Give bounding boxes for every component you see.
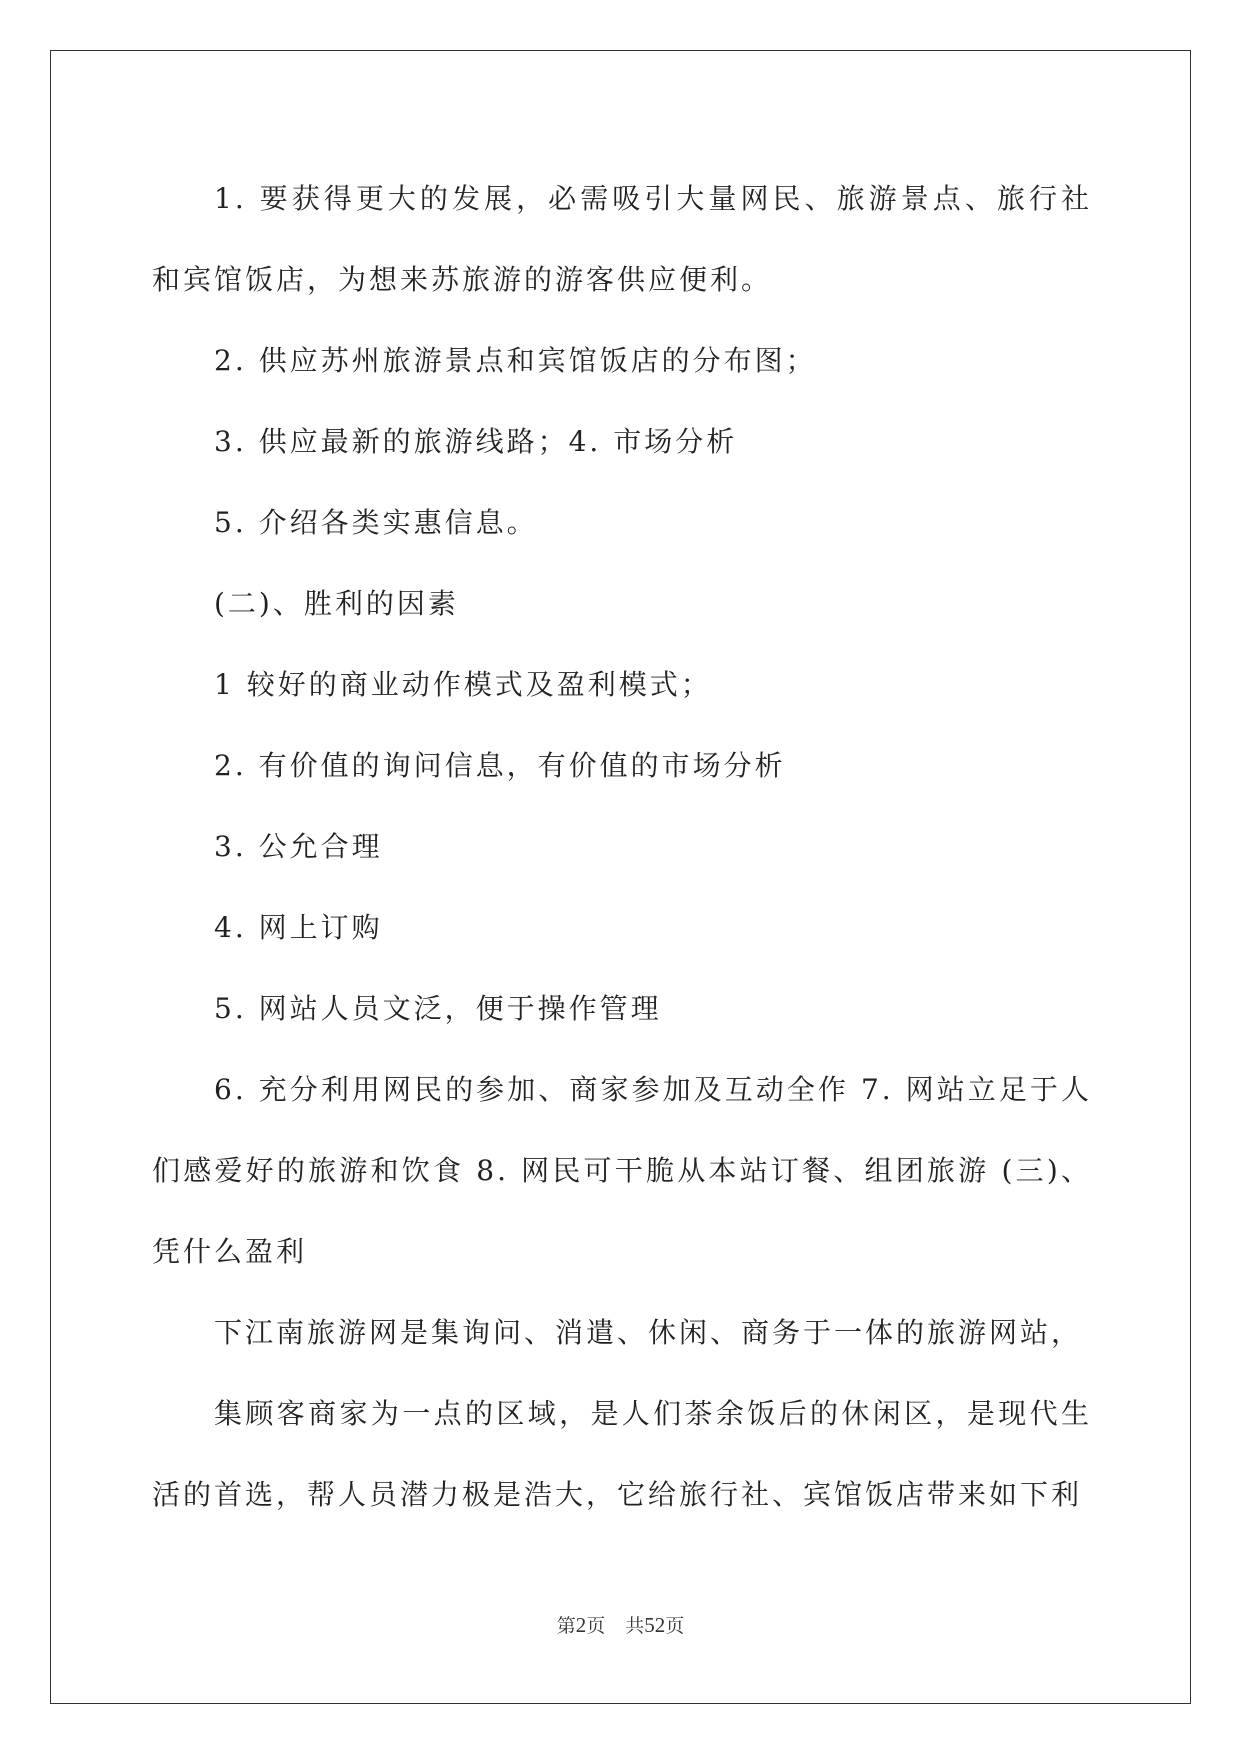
page-suffix: 页 — [586, 1615, 606, 1637]
paragraph-12: 集顾客商家为一点的区域，是人们茶余饭后的休闲区，是现代生活的首选，帮人员潜力极是浩大，它给旅行社、宾馆饭店带来如下利 — [152, 1397, 1092, 1511]
paragraph-3: 3. 供应最新的旅游线路；4. 市场分析 — [214, 425, 738, 458]
page-footer — [0, 1611, 1241, 1638]
paragraph-10: 6. 充分利用网民的参加、商家参加及互动全作 7. 网站立足于人们感爱好的旅游和饮食 8. 网民可干脆从本站订餐、组团旅游 (三)、凭什么盈利 — [152, 1073, 1092, 1268]
total-suffix: 页 — [665, 1615, 685, 1637]
document-body — [152, 158, 1092, 1535]
paragraph-7: 3. 公允合理 — [214, 830, 383, 863]
paragraph-6: 2. 有价值的询问信息，有价值的市场分析 — [214, 749, 786, 782]
paragraph-8: 4. 网上订购 — [214, 911, 383, 944]
total-page-number: 52 — [644, 1613, 666, 1637]
page-prefix: 第 — [556, 1615, 576, 1637]
section-heading-2: (二)、胜利的因素 — [214, 587, 459, 620]
current-page-number: 2 — [575, 1613, 587, 1637]
paragraph-5: 1 较好的商业动作模式及盈利模式； — [214, 668, 712, 701]
paragraph-1: 1. 要获得更大的发展，必需吸引大量网民、旅游景点、旅行社和宾馆饭店，为想来苏旅游的游客供应便利。 — [152, 182, 1092, 296]
total-prefix: 共 — [625, 1615, 645, 1637]
paragraph-9: 5. 网站人员文泛，便于操作管理 — [214, 992, 662, 1025]
paragraph-4: 5. 介绍各类实惠信息。 — [214, 506, 538, 539]
paragraph-11: 下江南旅游网是集询问、消遣、休闲、商务于一体的旅游网站， — [214, 1316, 1083, 1349]
paragraph-2: 2. 供应苏州旅游景点和宾馆饭店的分布图； — [214, 344, 817, 377]
